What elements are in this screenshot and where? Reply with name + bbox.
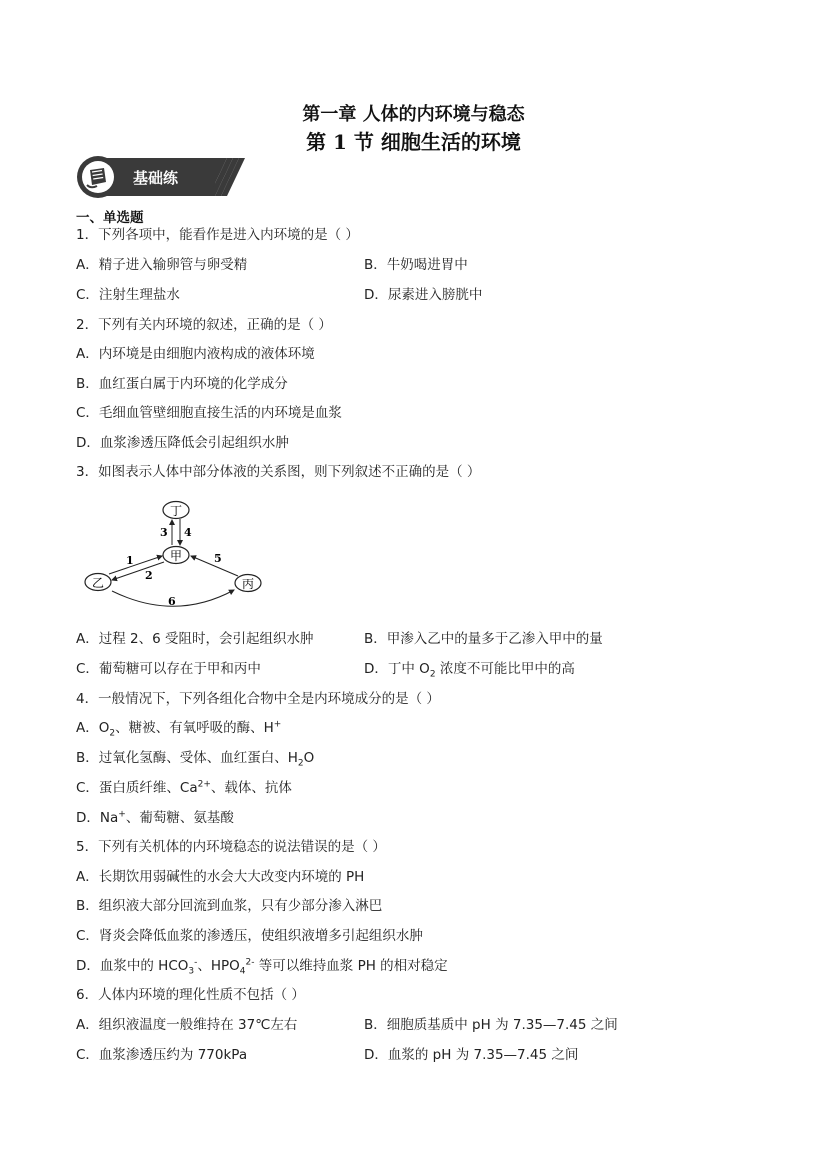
arrow-2 <box>112 562 164 580</box>
section-title: 第 1 节 细胞生活的环境 <box>306 130 521 154</box>
banner-label: 基础练 <box>133 169 179 187</box>
section-heading: 一、单选题 <box>76 210 144 226</box>
q5-option-a: A．长期饮用弱碱性的水会大大改变内环境的 PH <box>76 869 365 885</box>
q2-option-d: D．血浆渗透压降低会引起组织水肿 <box>76 435 289 451</box>
node-bing <box>235 575 261 592</box>
q2-option-a: A．内环境是由细胞内液构成的液体环境 <box>76 346 315 362</box>
arrow-2-label: 2 <box>145 569 153 582</box>
chapter-title: 第一章 人体的内环境与稳态 <box>302 104 525 125</box>
svg-text:丙: 丙 <box>241 577 255 591</box>
q3-option-c: C．葡萄糖可以存在于甲和丙中 <box>76 661 261 677</box>
q3-option-b: B．甲渗入乙中的量多于乙渗入甲中的量 <box>364 631 603 647</box>
q6-option-b: B．细胞质基质中 pH 为 7.35—7.45 之间 <box>364 1017 618 1033</box>
q2-stem: 2．下列有关内环境的叙述，正确的是（ ） <box>76 317 332 333</box>
q6-option-a: A．组织液温度一般维持在 37℃左右 <box>76 1017 298 1033</box>
arrow-3-label: 3 <box>160 526 168 539</box>
q4-option-c: C．蛋白质纤维、$Ca^{2+}$、载体、抗体 <box>76 779 292 796</box>
q4-option-a: A．$O_2$、糖被、有氧呼吸的酶、H+ <box>76 719 282 739</box>
q5-stem: 5．下列有关机体的内环境稳态的说法错误的是（ ） <box>76 839 386 855</box>
q1-option-c: C．注射生理盐水 <box>76 287 180 303</box>
q5-option-d: D．血浆中的 $HCO_3^-$、$HPO_4^{2-}$ 等可以维持血浆 PH 的相对稳定 <box>76 957 448 977</box>
q2-option-c: C．毛细血管壁细胞直接生活的内环境是血浆 <box>76 405 342 421</box>
q6-option-c: C．血浆渗透压约为 770kPa <box>76 1047 248 1063</box>
q3-option-a: A．过程 2、6 受阻时，会引起组织水肿 <box>76 631 314 647</box>
q1-option-d: D．尿素进入膀胱中 <box>364 287 483 303</box>
q3-option-d: D．丁中 $O_2$ 浓度不可能比甲中的高 <box>364 661 575 680</box>
practice-banner <box>75 154 250 200</box>
arrow-4-label: 4 <box>184 526 192 539</box>
svg-text:乙: 乙 <box>91 576 105 590</box>
q6-stem: 6．人体内环境的理化性质不包括（ ） <box>76 987 305 1003</box>
arrow-1-label: 1 <box>126 554 134 567</box>
q1-stem: 1．下列各项中，能看作是进入内环境的是（ ） <box>76 227 359 243</box>
q1-option-a: A．精子进入输卵管与卵受精 <box>76 257 248 273</box>
q1-option-b: B．牛奶喝进胃中 <box>364 257 468 273</box>
svg-text:甲: 甲 <box>169 549 183 563</box>
arrow-6-label: 6 <box>168 595 176 608</box>
q4-stem: 4．一般情况下，下列各组化合物中全是内环境成分的是（ ） <box>76 691 440 707</box>
q5-option-c: C．肾炎会降低血浆的渗透压，使组织液增多引起组织水肿 <box>76 928 423 944</box>
body-fluid-diagram <box>80 494 280 618</box>
arrow-5-label: 5 <box>214 552 222 565</box>
q6-option-d: D．血浆的 pH 为 7.35—7.45 之间 <box>364 1047 579 1063</box>
q5-option-b: B．组织液大部分回流到血浆，只有少部分渗入淋巴 <box>76 898 383 914</box>
q2-option-b: B．血红蛋白属于内环境的化学成分 <box>76 376 288 392</box>
node-ding <box>163 502 189 519</box>
node-jia <box>163 547 189 564</box>
q3-stem: 3．如图表示人体中部分体液的关系图，则下列叙述不正确的是（ ） <box>76 464 481 480</box>
q4-option-b: B．过氧化氢酶、受体、血红蛋白、$H_2O$ <box>76 750 315 769</box>
q4-option-d: D．Na+、葡萄糖、氨基酸 <box>76 809 234 826</box>
svg-text:丁: 丁 <box>169 504 183 518</box>
node-yi <box>85 574 111 591</box>
